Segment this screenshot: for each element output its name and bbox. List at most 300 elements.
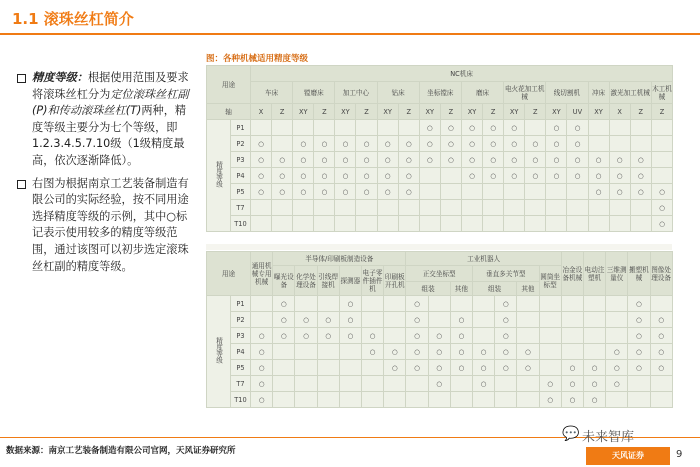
axis-header: XY (546, 104, 567, 120)
empty-cell (561, 296, 583, 312)
applicable-mark: ○ (450, 328, 472, 344)
applicable-mark: ○ (356, 136, 377, 152)
square-bullet-icon (17, 74, 26, 83)
applicable-mark: ○ (440, 120, 461, 136)
semiconductor-header: 半导体/印刷板制造设备 (273, 252, 406, 266)
empty-cell (588, 200, 609, 216)
applicable-mark: ○ (567, 168, 588, 184)
empty-cell (583, 296, 605, 312)
applicable-mark: ○ (561, 392, 583, 408)
applicable-mark: ○ (406, 344, 428, 360)
empty-cell (273, 360, 295, 376)
applicable-mark: ○ (539, 376, 561, 392)
page-number: 9 (676, 449, 683, 460)
applicable-mark: ○ (293, 152, 314, 168)
robot-leaf: 组装 (472, 282, 516, 296)
bullet-text: 右图为根据南京工艺装备制造有限公司的实际经验，按不同用途选择精度等级的示例，其中○标记表示使用较多的精度等级范围，通过该图可以初步选定滚珠丝杠副的精度等级。 (32, 176, 189, 273)
chat-bubble-icon: 💬 (562, 426, 580, 442)
semiconductor-item: 印刷板开孔机 (384, 266, 406, 296)
empty-cell (504, 216, 525, 232)
applicable-mark: ○ (546, 168, 567, 184)
axis-header: X (251, 104, 272, 120)
robot-leaf: 组装 (406, 282, 450, 296)
semiconductor-item: 化学处理设备 (295, 266, 317, 296)
applicable-mark: ○ (546, 120, 567, 136)
applicable-mark: ○ (546, 136, 567, 152)
empty-cell (384, 328, 406, 344)
empty-cell (419, 168, 440, 184)
applicable-mark: ○ (335, 184, 356, 200)
applicable-mark: ○ (650, 344, 672, 360)
applicable-mark: ○ (251, 152, 272, 168)
empty-cell (293, 120, 314, 136)
applicable-mark: ○ (495, 360, 517, 376)
applicable-mark: ○ (483, 168, 504, 184)
applicable-mark: ○ (406, 312, 428, 328)
applicable-mark: ○ (251, 184, 272, 200)
applicable-mark: ○ (495, 344, 517, 360)
applicable-mark: ○ (628, 328, 650, 344)
empty-cell (583, 344, 605, 360)
applicable-mark: ○ (384, 360, 406, 376)
applicable-mark: ○ (317, 312, 339, 328)
empty-cell (461, 216, 482, 232)
applicable-mark: ○ (567, 136, 588, 152)
applicable-mark: ○ (504, 152, 525, 168)
empty-cell (377, 200, 398, 216)
applicable-mark: ○ (495, 296, 517, 312)
empty-cell (483, 216, 504, 232)
empty-cell (419, 184, 440, 200)
applicable-mark: ○ (504, 168, 525, 184)
empty-cell (630, 200, 651, 216)
empty-cell (483, 184, 504, 200)
machine-header: 木工机械 (651, 82, 672, 104)
applicable-mark: ○ (273, 296, 295, 312)
applicable-mark: ○ (606, 376, 628, 392)
grade-code: T7 (231, 376, 251, 392)
applicable-mark: ○ (251, 376, 273, 392)
grade-code: P5 (231, 360, 251, 376)
applicable-mark: ○ (483, 136, 504, 152)
applicable-mark: ○ (583, 376, 605, 392)
machine-header: 冲床 (588, 82, 609, 104)
empty-cell (561, 312, 583, 328)
empty-cell (651, 120, 672, 136)
machine-header: 冶金设备机械 (561, 252, 583, 296)
applicable-mark: ○ (293, 168, 314, 184)
grade-code: T7 (231, 200, 251, 216)
applicable-mark: ○ (398, 136, 419, 152)
applicable-mark: ○ (377, 184, 398, 200)
table-header-nc: NC机床 (251, 66, 673, 82)
empty-cell (628, 392, 650, 408)
applicable-mark: ○ (495, 328, 517, 344)
empty-cell (356, 120, 377, 136)
empty-cell (588, 120, 609, 136)
applicable-mark: ○ (251, 344, 273, 360)
applicable-mark: ○ (428, 328, 450, 344)
applicable-mark: ○ (317, 328, 339, 344)
applicable-mark: ○ (561, 376, 583, 392)
empty-cell (293, 200, 314, 216)
machine-header: 钻床 (377, 82, 419, 104)
applicable-mark: ○ (419, 120, 440, 136)
bullet-text: 两种，精度等级主要分为七个等级，即1.2.3.4.5.7.10级（1级精度最高，依次逐渐降低）。 (32, 104, 187, 167)
machine-header: 车床 (251, 82, 293, 104)
empty-cell (384, 296, 406, 312)
machine-header: 磨床 (461, 82, 503, 104)
empty-cell (295, 360, 317, 376)
empty-cell (461, 184, 482, 200)
applicable-mark: ○ (272, 168, 293, 184)
table-row (207, 392, 673, 408)
grade-code: P5 (231, 184, 251, 200)
applicable-mark: ○ (406, 360, 428, 376)
machine-header: 图像处理设备 (650, 252, 672, 296)
applicable-mark: ○ (361, 328, 383, 344)
empty-cell (561, 328, 583, 344)
empty-cell (384, 392, 406, 408)
empty-cell (525, 120, 546, 136)
semiconductor-item: 引线焊接机 (317, 266, 339, 296)
empty-cell (295, 392, 317, 408)
empty-cell (525, 184, 546, 200)
applicable-mark: ○ (630, 184, 651, 200)
axis-header: XY (293, 104, 314, 120)
axis-header: XY (419, 104, 440, 120)
empty-cell (583, 328, 605, 344)
empty-cell (517, 392, 539, 408)
empty-cell (377, 120, 398, 136)
table-row (207, 120, 673, 136)
company-logo: 天风证券 (586, 447, 670, 465)
grade-code: P2 (231, 136, 251, 152)
empty-cell (251, 120, 272, 136)
empty-cell (419, 216, 440, 232)
applicable-mark: ○ (546, 152, 567, 168)
bullet-italic-text: 定位滚珠丝杠副(P)和传动滚珠丝杠(T) (32, 87, 189, 118)
applicable-mark: ○ (525, 152, 546, 168)
grade-label-text: 精度等级 (214, 337, 223, 364)
applicable-mark: ○ (628, 360, 650, 376)
machine-header: 坐标镗床 (419, 82, 461, 104)
axis-header: Z (356, 104, 377, 120)
watermark-text: 未来智库 (582, 430, 635, 445)
applicable-mark: ○ (377, 152, 398, 168)
bullet-text: 根据使用范围及要求将滚珠丝杠分为 (32, 71, 189, 101)
empty-cell (293, 216, 314, 232)
empty-cell (406, 392, 428, 408)
empty-cell (567, 200, 588, 216)
empty-cell (561, 344, 583, 360)
bullet-label: 精度等级： (32, 71, 88, 84)
applicable-mark: ○ (588, 152, 609, 168)
semiconductor-item: 探测器 (339, 266, 361, 296)
applicable-mark: ○ (651, 184, 672, 200)
axis-header: Z (525, 104, 546, 120)
machine-header: 加工中心 (335, 82, 377, 104)
axis-header: XY (504, 104, 525, 120)
empty-cell (588, 216, 609, 232)
applicable-mark: ○ (628, 296, 650, 312)
empty-cell (398, 200, 419, 216)
grade-code: T10 (231, 392, 251, 408)
applicable-mark: ○ (339, 312, 361, 328)
empty-cell (335, 120, 356, 136)
applicable-mark: ○ (377, 168, 398, 184)
axis-header: Z (398, 104, 419, 120)
table-header-usage: 用途 (207, 252, 251, 296)
applicable-mark: ○ (567, 120, 588, 136)
empty-cell (546, 216, 567, 232)
empty-cell (314, 216, 335, 232)
applicable-mark: ○ (419, 136, 440, 152)
empty-cell (472, 328, 494, 344)
axis-header: Z (440, 104, 461, 120)
empty-cell (539, 296, 561, 312)
empty-cell (651, 168, 672, 184)
empty-cell (295, 344, 317, 360)
empty-cell (317, 296, 339, 312)
applicable-mark: ○ (651, 200, 672, 216)
empty-cell (440, 184, 461, 200)
table-row (207, 216, 673, 232)
table-row (207, 168, 673, 184)
axis-header: XY (461, 104, 482, 120)
empty-cell (317, 392, 339, 408)
empty-cell (483, 200, 504, 216)
empty-cell (609, 136, 630, 152)
applicable-mark: ○ (272, 152, 293, 168)
applicable-mark: ○ (398, 168, 419, 184)
applicable-mark: ○ (525, 136, 546, 152)
empty-cell (606, 296, 628, 312)
axis-header: XY (335, 104, 356, 120)
machine-header: 三维测量仪 (606, 252, 628, 296)
empty-cell (539, 360, 561, 376)
applicable-mark: ○ (461, 120, 482, 136)
applicable-mark: ○ (293, 136, 314, 152)
applicable-mark: ○ (419, 152, 440, 168)
bullet-figure-note (16, 176, 194, 276)
applicable-mark: ○ (314, 136, 335, 152)
applicable-mark: ○ (398, 152, 419, 168)
axis-header: Z (651, 104, 672, 120)
empty-cell (606, 312, 628, 328)
applicable-mark: ○ (272, 184, 293, 200)
title-divider (0, 33, 700, 35)
empty-cell (251, 200, 272, 216)
applicable-mark: ○ (450, 360, 472, 376)
robot-leaf: 其他 (517, 282, 539, 296)
robot-leaf: 其他 (450, 282, 472, 296)
empty-cell (606, 328, 628, 344)
applicable-mark: ○ (251, 360, 273, 376)
applicable-mark: ○ (504, 120, 525, 136)
machine-header: 激光加工机械 (609, 82, 651, 104)
applicable-mark: ○ (472, 360, 494, 376)
data-source: 数据来源：南京工艺装备制造有限公司官网，天风证券研究所 (6, 446, 236, 456)
empty-cell (361, 296, 383, 312)
applicable-mark: ○ (314, 168, 335, 184)
empty-cell (517, 296, 539, 312)
empty-cell (406, 376, 428, 392)
applicable-mark: ○ (504, 136, 525, 152)
empty-cell (272, 120, 293, 136)
applicable-mark: ○ (251, 392, 273, 408)
square-bullet-icon (17, 180, 26, 189)
empty-cell (588, 136, 609, 152)
empty-cell (440, 216, 461, 232)
empty-cell (609, 200, 630, 216)
axis-header: Z (630, 104, 651, 120)
grade-code: P4 (231, 168, 251, 184)
applicable-mark: ○ (273, 312, 295, 328)
empty-cell (517, 376, 539, 392)
grade-label (207, 296, 231, 408)
axis-header: XY (588, 104, 609, 120)
table-row (207, 200, 673, 216)
empty-cell (384, 376, 406, 392)
machine-header: 电火花加工机械 (504, 82, 546, 104)
applicable-mark: ○ (461, 168, 482, 184)
applicable-mark: ○ (483, 152, 504, 168)
empty-cell (339, 376, 361, 392)
applicable-mark: ○ (361, 344, 383, 360)
applicable-mark: ○ (517, 344, 539, 360)
empty-cell (273, 392, 295, 408)
empty-cell (339, 344, 361, 360)
empty-cell (567, 184, 588, 200)
applicable-mark: ○ (406, 328, 428, 344)
applicable-mark: ○ (588, 184, 609, 200)
applicable-mark: ○ (650, 312, 672, 328)
applicable-mark: ○ (517, 360, 539, 376)
grade-label (207, 120, 231, 232)
bullet-list (16, 70, 194, 281)
empty-cell (361, 376, 383, 392)
applicable-mark: ○ (406, 296, 428, 312)
applicable-mark: ○ (539, 392, 561, 408)
applicable-mark: ○ (450, 312, 472, 328)
empty-cell (361, 392, 383, 408)
empty-cell (440, 200, 461, 216)
machine-header: 镗磨床 (293, 82, 335, 104)
empty-cell (335, 216, 356, 232)
applicable-mark: ○ (339, 296, 361, 312)
empty-cell (450, 296, 472, 312)
robot-subtype: 正交坐标型 (406, 266, 473, 282)
applicable-mark: ○ (335, 168, 356, 184)
bullet-precision-grade (16, 70, 194, 170)
applicable-mark: ○ (609, 184, 630, 200)
empty-cell (546, 200, 567, 216)
empty-cell (461, 200, 482, 216)
empty-cell (606, 392, 628, 408)
applicable-mark: ○ (583, 392, 605, 408)
empty-cell (495, 376, 517, 392)
grade-code: P1 (231, 120, 251, 136)
applicable-mark: ○ (630, 152, 651, 168)
figure-caption: 图：各种机械适用精度等级 (206, 54, 309, 64)
empty-cell (651, 152, 672, 168)
applicable-mark: ○ (609, 152, 630, 168)
applicable-mark: ○ (314, 152, 335, 168)
grade-code: P3 (231, 328, 251, 344)
empty-cell (630, 120, 651, 136)
applicable-mark: ○ (561, 360, 583, 376)
applicable-mark: ○ (450, 344, 472, 360)
empty-cell (650, 392, 672, 408)
empty-cell (272, 136, 293, 152)
empty-cell (450, 392, 472, 408)
machine-header: 线切割机 (546, 82, 588, 104)
empty-cell (314, 200, 335, 216)
empty-cell (317, 376, 339, 392)
empty-cell (472, 296, 494, 312)
empty-cell (525, 216, 546, 232)
grade-code: P3 (231, 152, 251, 168)
applicable-mark: ○ (628, 312, 650, 328)
applicable-mark: ○ (472, 376, 494, 392)
applicable-mark: ○ (440, 152, 461, 168)
empty-cell (251, 312, 273, 328)
empty-cell (295, 376, 317, 392)
applicable-mark: ○ (251, 168, 272, 184)
empty-cell (539, 312, 561, 328)
empty-cell (539, 328, 561, 344)
applicable-mark: ○ (335, 152, 356, 168)
axis-header: Z (314, 104, 335, 120)
table-row (207, 376, 673, 392)
applicable-mark: ○ (251, 136, 272, 152)
empty-cell (419, 200, 440, 216)
applicable-mark: ○ (567, 152, 588, 168)
empty-cell (273, 344, 295, 360)
empty-cell (609, 216, 630, 232)
empty-cell (272, 200, 293, 216)
empty-cell (295, 296, 317, 312)
empty-cell (472, 312, 494, 328)
empty-cell (525, 200, 546, 216)
empty-cell (567, 216, 588, 232)
grade-label-text: 精度等级 (214, 161, 223, 188)
slide-title: 1.1 滚珠丝杠简介 (12, 10, 134, 28)
applicable-mark: ○ (384, 344, 406, 360)
empty-cell (428, 296, 450, 312)
empty-cell (651, 136, 672, 152)
grade-code: T10 (231, 216, 251, 232)
applicable-mark: ○ (650, 360, 672, 376)
applicable-mark: ○ (356, 184, 377, 200)
table-row (207, 344, 673, 360)
table-row (207, 360, 673, 376)
applicable-mark: ○ (356, 168, 377, 184)
machine-header: 搬塑机械 (628, 252, 650, 296)
axis-header: UV (567, 104, 588, 120)
applicable-mark: ○ (295, 328, 317, 344)
applicable-mark: ○ (606, 360, 628, 376)
applicable-mark: ○ (483, 120, 504, 136)
applicable-mark: ○ (461, 152, 482, 168)
empty-cell (339, 392, 361, 408)
applicable-mark: ○ (295, 312, 317, 328)
empty-cell (546, 184, 567, 200)
axis-header: XY (377, 104, 398, 120)
empty-cell (630, 216, 651, 232)
empty-cell (539, 344, 561, 360)
